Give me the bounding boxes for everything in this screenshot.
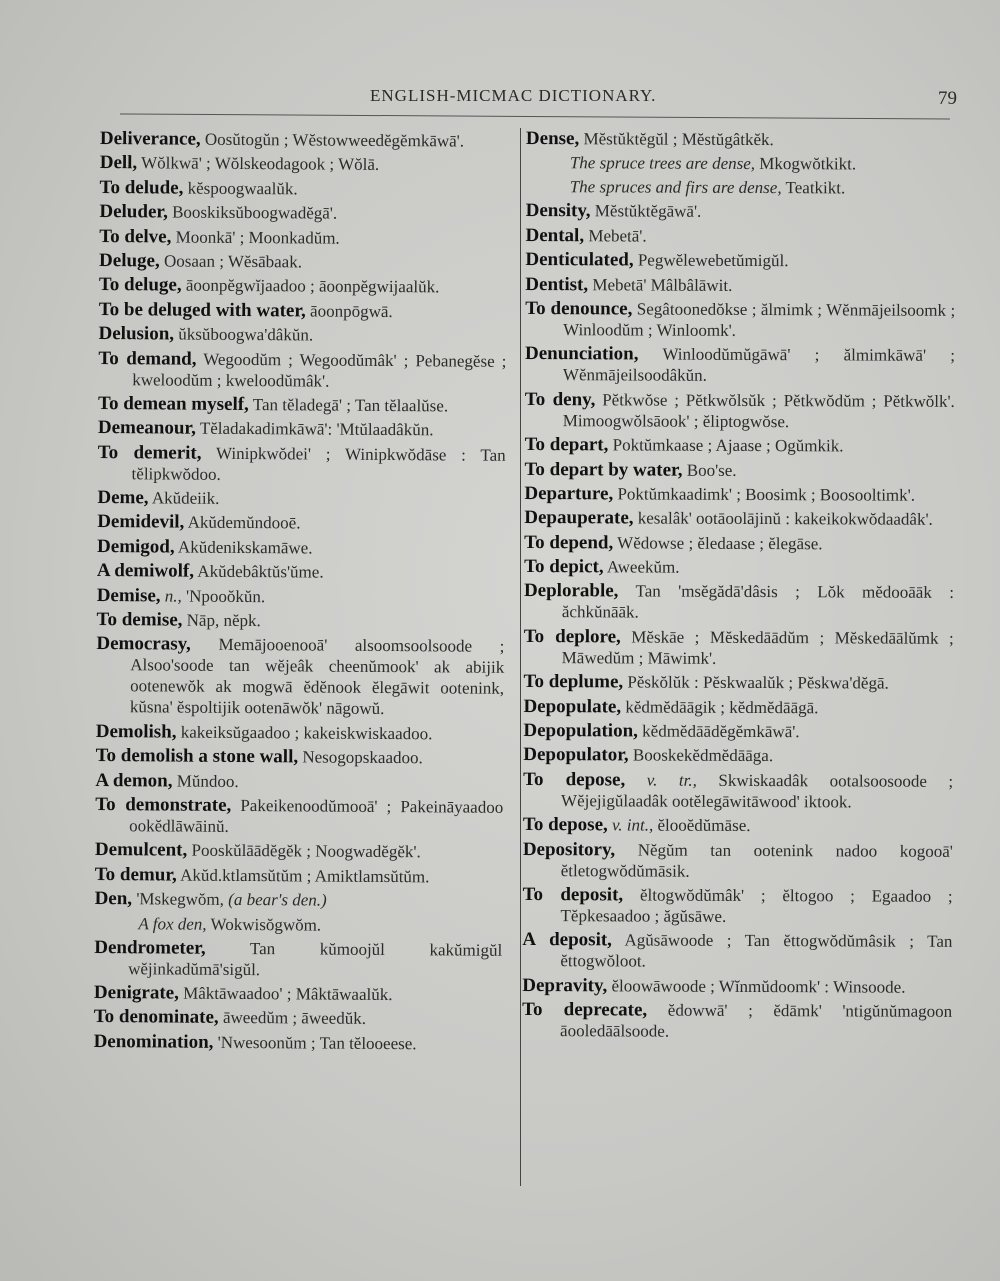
definition: ĕltogwŏdŭmâk' ; ĕltogoo ; Egaadoo ; Tĕpkesaadoo ; ăgŭsāwe. <box>560 885 953 926</box>
headword: Density, <box>525 200 591 222</box>
definition: Pakeikenoodŭmooā' ; Pakeināyaadoo ookĕdlāwāinŭ. <box>129 795 504 836</box>
definition: Akŭdeiik. <box>151 488 220 508</box>
dictionary-entry <box>525 249 955 272</box>
dictionary-entry <box>523 696 953 719</box>
dictionary-entry <box>524 671 954 694</box>
dictionary-entry <box>523 839 953 883</box>
dictionary-entry <box>523 744 953 767</box>
usage-example <box>526 176 956 199</box>
dictionary-entry <box>97 585 505 609</box>
headword: To demur, <box>94 863 177 886</box>
definition: Oosŭtogŭn ; Wĕstowweedĕgĕmkāwā'. <box>204 129 465 151</box>
definition: Wegoodŭm ; Wegoodŭmâk' ; Pebanegĕse ; kweloodŭm ; kweloodŭmâk'. <box>132 349 507 391</box>
dictionary-entry <box>526 128 956 151</box>
headword: Deliverance, <box>99 128 201 150</box>
definition: kakeiksŭgaadoo ; kakeiskwiskaadoo. <box>180 722 433 744</box>
definition: āoonpōgwā. <box>310 301 393 321</box>
headword: To deluge, <box>98 274 182 296</box>
headword: To denounce, <box>525 297 633 320</box>
definition: Nĕgŭm tan ootenink nadoo kogooā' ĕtletogwŏdŭmāsik. <box>560 840 953 881</box>
headword: To deposit, <box>522 883 624 906</box>
headword: To demonstrate, <box>95 793 232 816</box>
dictionary-entry <box>99 226 507 250</box>
headword: To depend, <box>524 531 614 554</box>
dictionary-entry <box>100 152 508 176</box>
definition: Skwiskaadâk ootalsoosoode ; Wĕjejigŭlaadâk ootĕlegāwitāwood' iktook. <box>561 770 954 812</box>
dictionary-entry <box>95 839 503 863</box>
definition: ĕlooĕdŭmāse. <box>657 815 751 836</box>
dictionary-entry <box>522 929 952 973</box>
definition: Mŭndoo. <box>176 771 239 791</box>
headword: Demeanour, <box>97 417 196 439</box>
headword: Denomination, <box>93 1030 214 1053</box>
definition: Memājooenooā' alsoomsoolsoode ; Alsoo'soode tan wĕjeâk cheenŭmook' ak abijik ootenewŏk ak mogwā ĕdĕnook ĕlegāwit ootenink, kŭsna' ĕspoltijik ootenāwŏk' nāgowŭ. <box>129 635 505 719</box>
dictionary-entry <box>523 720 953 743</box>
dictionary-entry <box>524 556 954 579</box>
headword: Dell, <box>99 152 138 174</box>
dictionary-entry <box>96 745 504 769</box>
definition: ĕdowwā' ; ĕdāmk' 'ntigŭnŭmagoon āooledāālsoode. <box>560 1000 953 1041</box>
definition: kĕspoogwaalŭk. <box>187 178 298 199</box>
definition: Tĕladakadimkāwā': 'Mtŭlaadâkŭn. <box>199 419 434 440</box>
dictionary-entry <box>525 274 955 297</box>
example-translation: Wokwisŏgwŏm. <box>210 914 322 935</box>
headword: A demiwolf, <box>96 560 195 582</box>
part-of-speech: n., <box>164 586 182 606</box>
headword: To deplore, <box>523 625 621 648</box>
headword: Democrasy, <box>96 633 191 656</box>
dictionary-entry <box>522 975 952 998</box>
definition: Booskiksŭboogwadĕgā'. <box>172 202 338 223</box>
definition: Poktŭmkaadimk' ; Boosimk ; Boosooltimk'. <box>617 484 916 505</box>
definition: Akŭdemŭndooē. <box>187 513 301 533</box>
dictionary-entry <box>524 626 954 670</box>
definition: āweedŭm ; āweedŭk. <box>222 1008 367 1029</box>
usage-example <box>526 152 956 175</box>
definition: Tan tĕladegā' ; Tan tĕlaalŭse. <box>252 394 449 416</box>
definition: āoonpĕgwĭjaadoo ; āoonpĕgwijaalŭk. <box>185 275 440 297</box>
usage-example <box>94 913 502 937</box>
dictionary-entry <box>524 459 954 482</box>
headword: Den, <box>94 888 133 910</box>
headword: To depart, <box>524 434 609 456</box>
definition: Akŭdenikskamāwe. <box>177 537 313 558</box>
dictionary-entry <box>525 343 955 387</box>
dictionary-entry <box>95 794 503 839</box>
dictionary-entry <box>524 532 954 555</box>
definition: Wŏlkwā' ; Wŏlskeodagook ; Wŏlā. <box>141 153 380 175</box>
dictionary-entry <box>98 417 506 441</box>
headword: To deny, <box>524 388 596 411</box>
dictionary-entry <box>95 888 503 912</box>
example-phrase: The spruce trees are dense, <box>569 153 756 174</box>
headword: Denunciation, <box>524 343 639 365</box>
dictionary-entry <box>99 274 507 298</box>
dictionary-entry <box>98 393 506 417</box>
headword: To delude, <box>99 176 184 199</box>
headword: Depravity, <box>522 974 608 997</box>
headword: To denominate, <box>93 1006 219 1029</box>
dictionary-entry <box>99 250 507 274</box>
headword: Demise, <box>96 584 161 607</box>
definition: ŭksŭboogwa'dâkŭn. <box>178 324 314 345</box>
headword: To deprecate, <box>522 999 648 1021</box>
definition: Pĕtkwŏse ; Pĕtkwŏlsŭk ; Pĕtkwŏdŭm ; Pĕtkwŏlk'. Mimoogwŏlsāook' ; ĕliptogwŏse. <box>562 390 955 431</box>
headword: Departure, <box>524 482 614 505</box>
dictionary-entry <box>100 128 508 152</box>
headword: Deluder, <box>99 201 168 223</box>
example-translation: Mkogwŏtkikt. <box>759 154 857 174</box>
headword: Dense, <box>525 128 580 150</box>
part-of-speech: v. tr., <box>646 770 697 790</box>
headword: Demigod, <box>97 535 175 558</box>
dictionary-entry <box>98 323 506 347</box>
headword: Depopulator, <box>523 744 629 766</box>
headword: Deme, <box>97 487 149 509</box>
definition: kesalâk' ootāoolājinŭ : kakeikokwŏdaadâk'. <box>637 508 933 530</box>
dictionary-entry <box>100 177 508 201</box>
headword: Depository, <box>522 838 616 860</box>
dictionary-entry <box>523 814 953 837</box>
dictionary-entry <box>524 483 954 506</box>
headword: Demidevil, <box>97 511 185 534</box>
dictionary-entry <box>96 721 504 745</box>
definition: Boo'se. <box>686 460 737 480</box>
dictionary-entry <box>94 982 502 1006</box>
dictionary-entry <box>97 536 505 560</box>
definition: Tan kŭmoojŭl kakŭmigŭl wĕjinkadŭmā'sigŭl. <box>128 938 503 979</box>
dictionary-entry <box>525 298 955 342</box>
definition: 'Nwesoonŭm ; Tan tĕlooeese. <box>217 1032 417 1053</box>
definition: Mebetā'. <box>588 226 647 246</box>
headword: Deluge, <box>99 249 160 272</box>
part-of-speech: v. int., <box>611 815 654 835</box>
definition: ĕloowāwoode ; Wĭnmŭdoomk' : Winsoode. <box>611 976 906 997</box>
definition: Pooskŭlāādĕgĕk ; Noogwadĕgĕk'. <box>191 841 421 862</box>
dictionary-entry <box>97 560 505 584</box>
headword: To depose, <box>523 768 626 791</box>
dictionary-entry <box>94 1031 502 1055</box>
definition: Mĕskāe ; Mĕskedāādŭm ; Mĕskedāālŭmk ; Māwedŭm ; Māwimk'. <box>561 627 954 668</box>
dictionary-entry <box>98 348 506 393</box>
headword: To demean myself, <box>98 392 249 415</box>
definition: Agŭsāwoode ; Tan ĕttogwŏdŭmâsik ; Tan ĕttogwŏloot. <box>560 930 953 971</box>
dictionary-entry <box>97 487 505 511</box>
dictionary-entry <box>525 389 955 433</box>
headword: To depart by water, <box>524 458 683 481</box>
definition: Tan 'msĕgădā'dâsis ; Lŏk mĕdooāāk : ăchkŭnāāk. <box>561 581 955 622</box>
headword: To demerit, <box>97 441 202 464</box>
example-phrase: The spruces and firs are dense, <box>569 177 782 198</box>
headword: Depopulate, <box>523 695 622 718</box>
definition: 'Npooŏkŭn. <box>186 586 266 606</box>
definition: 'Mskegwŏm, <box>136 889 225 910</box>
running-head: ENGLISH-MICMAC DICTIONARY. <box>370 86 657 105</box>
headword: Dendrometer, <box>94 936 206 959</box>
headword: To deplume, <box>523 671 624 693</box>
headword: Demolish, <box>95 720 177 743</box>
headword: Demulcent, <box>94 839 188 862</box>
dictionary-entry <box>526 200 956 223</box>
headword: To demand, <box>98 347 197 370</box>
dictionary-entry <box>99 299 507 323</box>
header-rule <box>120 113 950 119</box>
definition: Moonkā' ; Moonkadŭm. <box>175 227 340 248</box>
definition: Pĕskŏlŭk : Pĕskwaalŭk ; Pĕskwa'dĕgā. <box>627 672 889 693</box>
headword: Denigrate, <box>93 981 179 1004</box>
dictionary-entry <box>97 511 505 535</box>
dictionary-entry <box>96 633 505 720</box>
definition: Winipkwŏdei' ; Winipkwŏdāse : Tan tĕlipkwŏdoo. <box>131 443 506 484</box>
headword: To demise, <box>96 609 183 631</box>
example-phrase: A fox den, <box>138 913 207 934</box>
dictionary-entry <box>94 1006 502 1030</box>
dictionary-entry <box>524 507 954 530</box>
dictionary-entry <box>523 769 953 813</box>
definition: Akŭd.ktlamsŭtŭm ; Amiktlamsŭtŭm. <box>180 865 430 887</box>
definition: Mĕstŭktĕgāwā'. <box>594 201 702 222</box>
headword: To depict, <box>524 556 604 578</box>
dictionary-entry <box>94 937 502 982</box>
definition: Pegwĕlewebetŭmigŭl. <box>637 250 789 271</box>
headword: A demon, <box>95 769 173 792</box>
headword: Delusion, <box>98 323 175 345</box>
dictionary-entry <box>95 864 503 888</box>
definition: Wĕdowse ; ĕledaase ; ĕlegāse. <box>617 533 823 553</box>
headword: Deplorable, <box>523 580 619 602</box>
dictionary-entry <box>524 580 954 624</box>
headword: To delve, <box>99 225 172 248</box>
definition: Segâtoonedŏkse ; ălmimk ; Wĕnmājeilsoomk ; Winloodŭm ; Winloomk'. <box>563 299 956 340</box>
definition: Poktŭmkaase ; Ajaase ; Ogŭmkik. <box>612 435 844 456</box>
definition: Oosaan ; Wĕsābaak. <box>163 251 303 272</box>
dictionary-entry <box>99 201 507 225</box>
entry-note: (a bear's den.) <box>228 890 327 910</box>
right-column <box>522 128 956 1046</box>
definition: Winloodŭmŭgāwā' ; ălmimkāwā' ; Wĕnmājeilsoodâkŭn. <box>562 344 956 386</box>
definition: Mebetā' Mâlbâlāwit. <box>592 274 733 295</box>
example-translation: Teatkikt. <box>785 178 846 198</box>
definition: Booskekĕdmĕdāāga. <box>632 745 774 766</box>
page-number: 79 <box>938 88 957 109</box>
headword: Denticulated, <box>525 249 634 271</box>
headword: To be deluged with water, <box>98 298 306 322</box>
dictionary-entry <box>96 609 504 633</box>
headword: Dental, <box>525 224 585 247</box>
definition: kĕdmĕdāādĕgĕmkāwā'. <box>642 721 800 742</box>
left-column <box>94 128 508 1058</box>
definition: Akŭdebâktŭs'ŭme. <box>197 561 324 582</box>
headword: Depopulation, <box>523 720 638 742</box>
headword: To demolish a stone wall, <box>95 745 299 768</box>
headword: A deposit, <box>522 929 613 951</box>
dictionary-entry <box>98 442 506 487</box>
headword: Dentist, <box>525 273 589 295</box>
headword: Depauperate, <box>524 507 634 529</box>
definition: Nāp, nĕpk. <box>186 610 261 631</box>
dictionary-entry <box>523 884 953 928</box>
column-divider <box>520 128 521 1186</box>
definition: Aweekŭm. <box>606 557 680 577</box>
definition: Mâktāwaadoo' ; Mâktāwaalŭk. <box>183 983 393 1005</box>
definition: Mĕstŭktĕgŭl ; Mĕstŭgâtkĕk. <box>583 129 774 150</box>
definition: Nesogopskaadoo. <box>302 747 423 768</box>
dictionary-entry <box>522 999 952 1043</box>
headword: To depose, <box>522 814 608 836</box>
definition: kĕdmĕdāāgik ; kĕdmĕdāāgā. <box>625 697 819 717</box>
dictionary-entry <box>525 434 955 457</box>
dictionary-entry <box>525 225 955 248</box>
dictionary-entry <box>95 770 503 794</box>
